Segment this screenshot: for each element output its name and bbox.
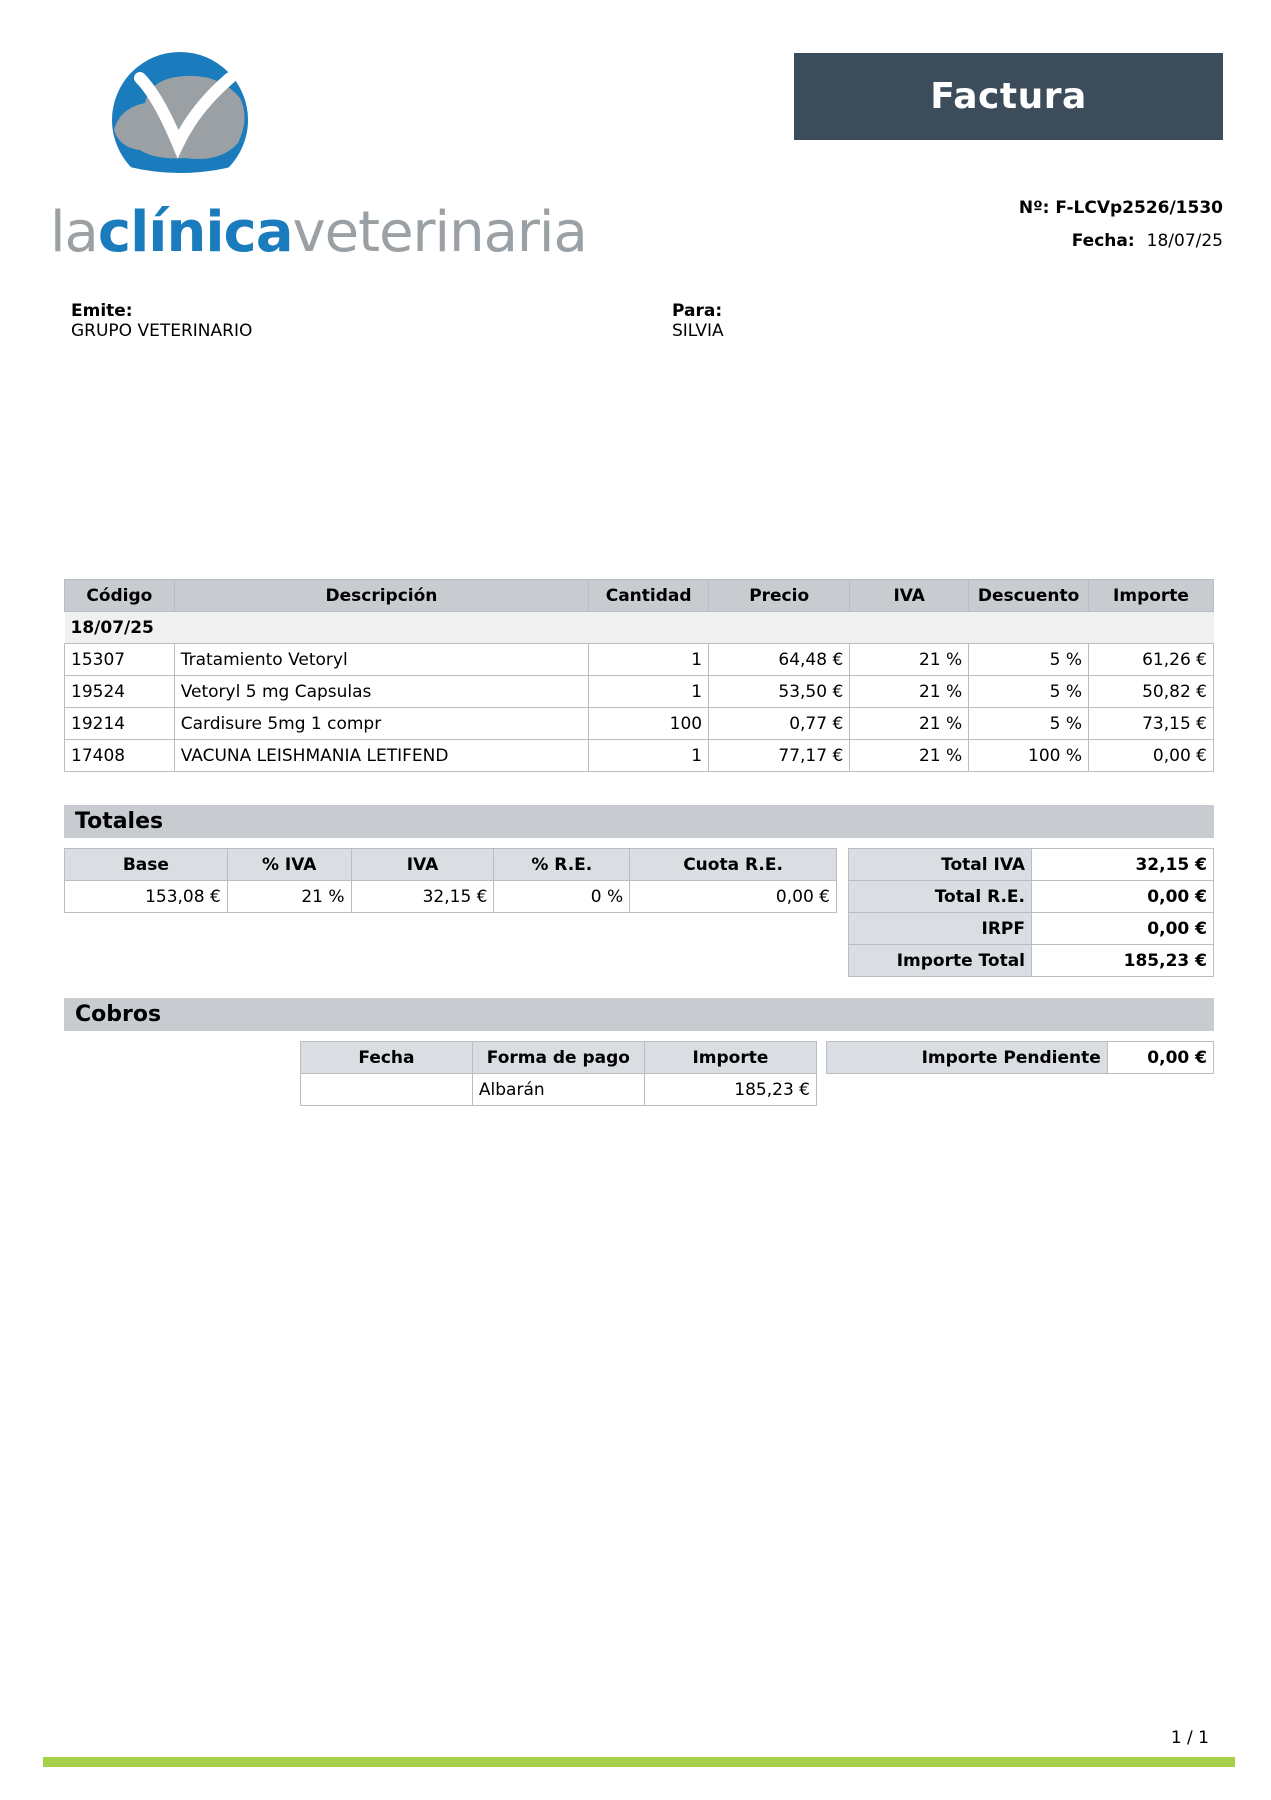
document-title: Factura — [794, 53, 1223, 140]
cell-importe: 61,26 € — [1089, 644, 1214, 676]
cell-iva: 21 % — [850, 708, 969, 740]
cell-pct-re: 0 % — [494, 881, 630, 913]
col-header-pct-iva: % IVA — [227, 849, 351, 881]
recipient-name: SILVIA — [672, 321, 724, 341]
table-row — [65, 708, 1214, 740]
table-header-row — [65, 849, 837, 881]
cell-descripcion: VACUNA LEISHMANIA LETIFEND — [174, 740, 588, 772]
col-header-descripcion: Descripción — [174, 580, 588, 612]
cell-precio: 53,50 € — [709, 676, 850, 708]
col-header-importe: Importe — [644, 1042, 816, 1074]
date-value: 18/07/25 — [1146, 231, 1223, 251]
col-header-pct-re: % R.E. — [494, 849, 630, 881]
cell-codigo: 17408 — [65, 740, 175, 772]
col-header-forma-pago: Forma de pago — [472, 1042, 644, 1074]
cell-importe: 50,82 € — [1089, 676, 1214, 708]
summary-row — [827, 1042, 1214, 1074]
date-group-row — [65, 612, 1214, 644]
cell-cantidad: 100 — [589, 708, 709, 740]
col-header-cantidad: Cantidad — [589, 580, 709, 612]
cell-importe: 73,15 € — [1089, 708, 1214, 740]
cell-cantidad: 1 — [589, 740, 709, 772]
issuer-name: GRUPO VETERINARIO — [71, 321, 253, 341]
invoice-number: Nº: F-LCVp2526/1530 — [1018, 198, 1223, 218]
issuer-label: Emite: — [71, 301, 133, 321]
cell-pct-iva: 21 % — [227, 881, 351, 913]
cell-descuento: 100 % — [969, 740, 1089, 772]
cell-descuento: 5 % — [969, 708, 1089, 740]
table-header-row — [65, 580, 1214, 612]
clinic-logo-icon — [100, 48, 260, 193]
table-header-row — [301, 1042, 817, 1074]
summary-value-importe-total: 185,23 € — [1032, 945, 1214, 977]
clinic-logo-text: laclínicaveterinaria — [50, 200, 587, 265]
cell-importe: 0,00 € — [1089, 740, 1214, 772]
cell-base: 153,08 € — [65, 881, 228, 913]
recipient-label: Para: — [672, 301, 723, 321]
issuer-block — [71, 301, 252, 341]
page-indicator: 1 / 1 — [1170, 1728, 1209, 1748]
summary-row — [849, 881, 1214, 913]
cell-precio: 64,48 € — [709, 644, 850, 676]
invoice-date — [1072, 231, 1223, 251]
summary-value-total-re: 0,00 € — [1032, 881, 1214, 913]
cell-fecha — [301, 1074, 473, 1106]
cell-descripcion: Vetoryl 5 mg Capsulas — [174, 676, 588, 708]
cell-descuento: 5 % — [969, 676, 1089, 708]
footer-bar — [43, 1757, 1235, 1767]
col-header-iva: IVA — [351, 849, 494, 881]
cell-iva: 21 % — [850, 644, 969, 676]
cell-importe: 185,23 € — [644, 1074, 816, 1106]
table-row — [65, 644, 1214, 676]
summary-value-total-iva: 32,15 € — [1032, 849, 1214, 881]
table-row — [65, 676, 1214, 708]
line-items-table — [64, 579, 1214, 772]
cell-cantidad: 1 — [589, 644, 709, 676]
cell-cuota-re: 0,00 € — [630, 881, 837, 913]
summary-row — [849, 913, 1214, 945]
totals-summary-table — [848, 848, 1214, 977]
col-header-iva: IVA — [850, 580, 969, 612]
cell-iva: 32,15 € — [351, 881, 494, 913]
summary-row — [849, 849, 1214, 881]
table-row — [65, 740, 1214, 772]
col-header-fecha: Fecha — [301, 1042, 473, 1074]
cell-codigo: 19214 — [65, 708, 175, 740]
col-header-base: Base — [65, 849, 228, 881]
cell-codigo: 19524 — [65, 676, 175, 708]
table-row — [301, 1074, 817, 1106]
summary-row — [849, 945, 1214, 977]
totals-section-title: Totales — [64, 805, 1214, 838]
cell-precio: 0,77 € — [709, 708, 850, 740]
col-header-descuento: Descuento — [969, 580, 1089, 612]
recipient-block — [672, 301, 724, 341]
tax-breakdown-table — [64, 848, 837, 913]
col-header-cuota-re: Cuota R.E. — [630, 849, 837, 881]
cell-precio: 77,17 € — [709, 740, 850, 772]
table-row — [65, 881, 837, 913]
summary-label-importe-total: Importe Total — [849, 945, 1032, 977]
cell-iva: 21 % — [850, 740, 969, 772]
cell-descuento: 5 % — [969, 644, 1089, 676]
cell-descripcion: Tratamiento Vetoryl — [174, 644, 588, 676]
pending-label: Importe Pendiente — [827, 1042, 1108, 1074]
summary-value-irpf: 0,00 € — [1032, 913, 1214, 945]
cell-forma-pago: Albarán — [472, 1074, 644, 1106]
pending-amount-table — [826, 1041, 1214, 1074]
summary-label-total-re: Total R.E. — [849, 881, 1032, 913]
payments-table — [300, 1041, 817, 1106]
cell-codigo: 15307 — [65, 644, 175, 676]
col-header-codigo: Código — [65, 580, 175, 612]
col-header-precio: Precio — [709, 580, 850, 612]
summary-label-irpf: IRPF — [849, 913, 1032, 945]
payments-section-title: Cobros — [64, 998, 1214, 1031]
date-label: Fecha: — [1071, 231, 1135, 251]
group-date: 18/07/25 — [65, 612, 1214, 644]
cell-descripcion: Cardisure 5mg 1 compr — [174, 708, 588, 740]
cell-iva: 21 % — [850, 676, 969, 708]
col-header-importe: Importe — [1089, 580, 1214, 612]
summary-label-total-iva: Total IVA — [849, 849, 1032, 881]
pending-value: 0,00 € — [1107, 1042, 1213, 1074]
cell-cantidad: 1 — [589, 676, 709, 708]
